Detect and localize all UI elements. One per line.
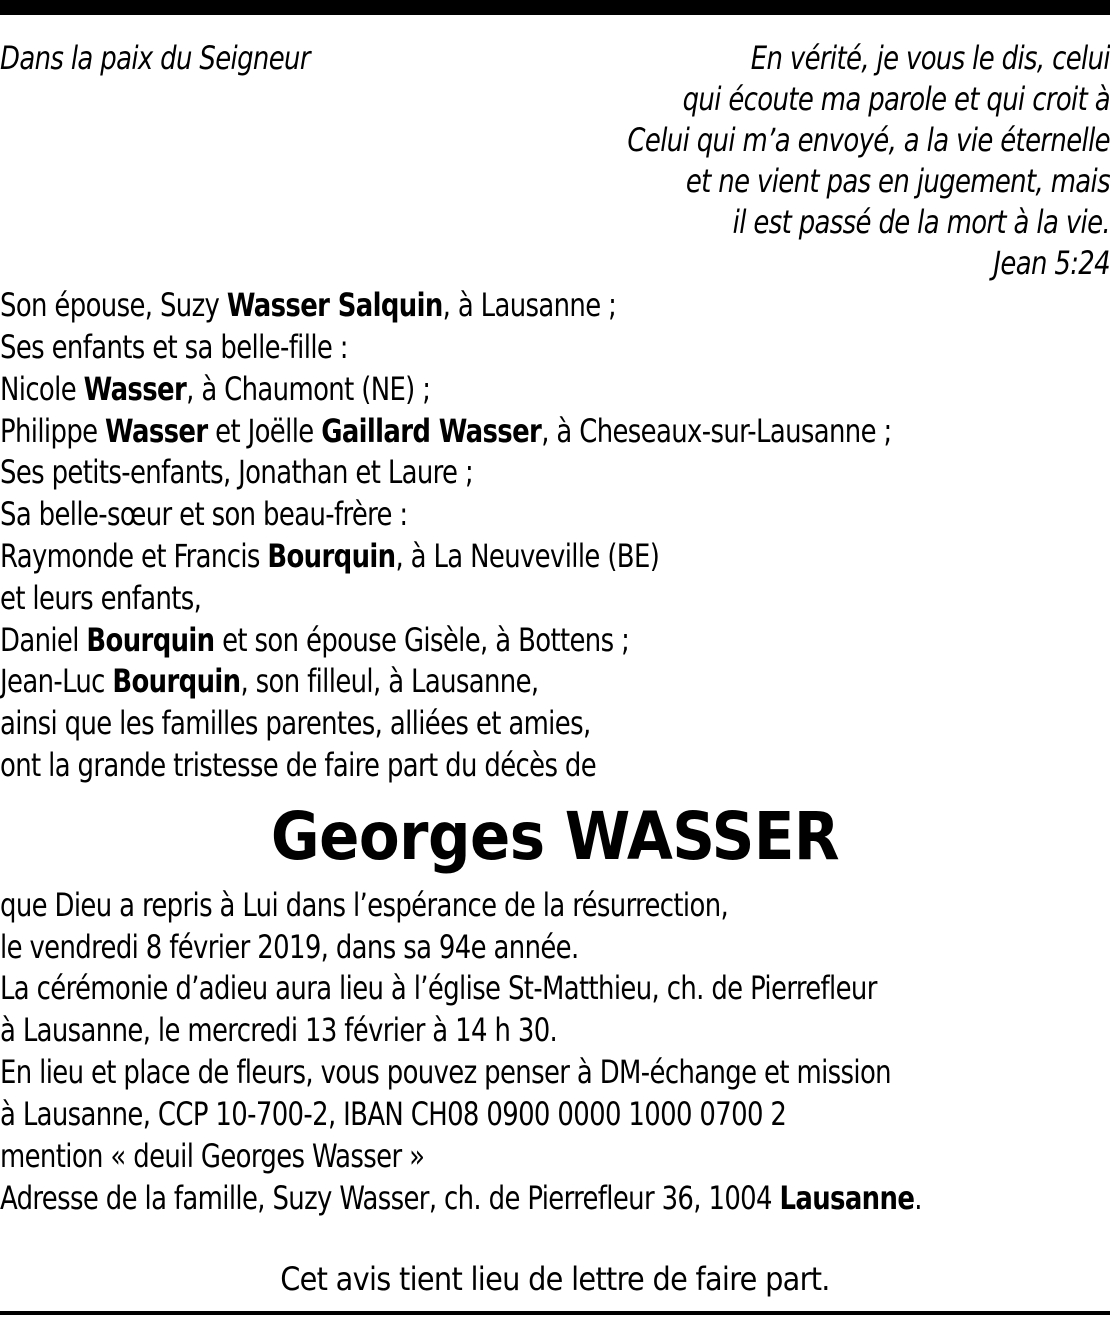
family-line-jean-luc: Jean-Luc Bourquin, son filleul, à Lausanne, [0,662,539,700]
verse-reference: Jean 5:24 [993,244,1110,282]
detail-line-2: le vendredi 8 février 2019, dans sa 94e année. [0,928,579,966]
verse-line: En vérité, je vous le dis, celui [750,39,1110,77]
detail-line-5: En lieu et place de fleurs, vous pouvez penser à DM-échange et mission [0,1053,891,1091]
deceased-name: Georges WASSER [270,798,840,875]
bible-verse [111,38,1110,284]
footer-note: Cet avis tient lieu de lettre de faire part. [280,1260,830,1298]
family-line-daniel: Daniel Bourquin et son épouse Gisèle, à Bottens ; [0,621,630,659]
detail-line-3: La cérémonie d’adieu aura lieu à l’église St-Matthieu, ch. de Pierrefleur [0,969,877,1007]
family-line-inlaws-heading: Sa belle-sœur et son beau-frère : [0,495,408,533]
family-line-relatives: ainsi que les familles parentes, alliées et amies, [0,704,591,742]
detail-line-1: que Dieu a repris à Lui dans l’espérance de la résurrection, [0,886,729,924]
family-line-children-heading: Ses enfants et sa belle-fille : [0,328,348,366]
top-rule [0,0,1110,15]
verse-line: qui écoute ma parole et qui croit à [682,80,1110,118]
detail-line-address: Adresse de la famille, Suzy Wasser, ch. de Pierrefleur 36, 1004 Lausanne. [0,1179,922,1217]
family-line-grandchildren: Ses petits-enfants, Jonathan et Laure ; [0,453,474,491]
header-left-line: Dans la paix du Seigneur [0,39,310,77]
verse-line: Celui qui m’a envoyé, a la vie éternelle [627,121,1110,159]
bottom-rule [0,1311,1110,1315]
family-line-announcement: ont la grande tristesse de faire part du décès de [0,746,597,784]
verse-line: et ne vient pas en jugement, mais [685,162,1110,200]
family-line-spouse: Son épouse, Suzy Wasser Salquin, à Lausanne ; [0,286,617,324]
detail-line-6: à Lausanne, CCP 10-700-2, IBAN CH08 0900 0000 1000 0700 2 [0,1095,787,1133]
family-line-philippe: Philippe Wasser et Joëlle Gaillard Wasser, à Cheseaux-sur-Lausanne ; [0,412,892,450]
family-line-nicole: Nicole Wasser, à Chaumont (NE) ; [0,370,431,408]
detail-line-7: mention « deuil Georges Wasser » [0,1137,425,1175]
verse-line: il est passé de la mort à la vie. [732,203,1110,241]
family-line-raymonde: Raymonde et Francis Bourquin, à La Neuveville (BE) [0,537,660,575]
family-line-their-children: et leurs enfants, [0,579,202,617]
detail-line-4: à Lausanne, le mercredi 13 février à 14 h 30. [0,1011,558,1049]
